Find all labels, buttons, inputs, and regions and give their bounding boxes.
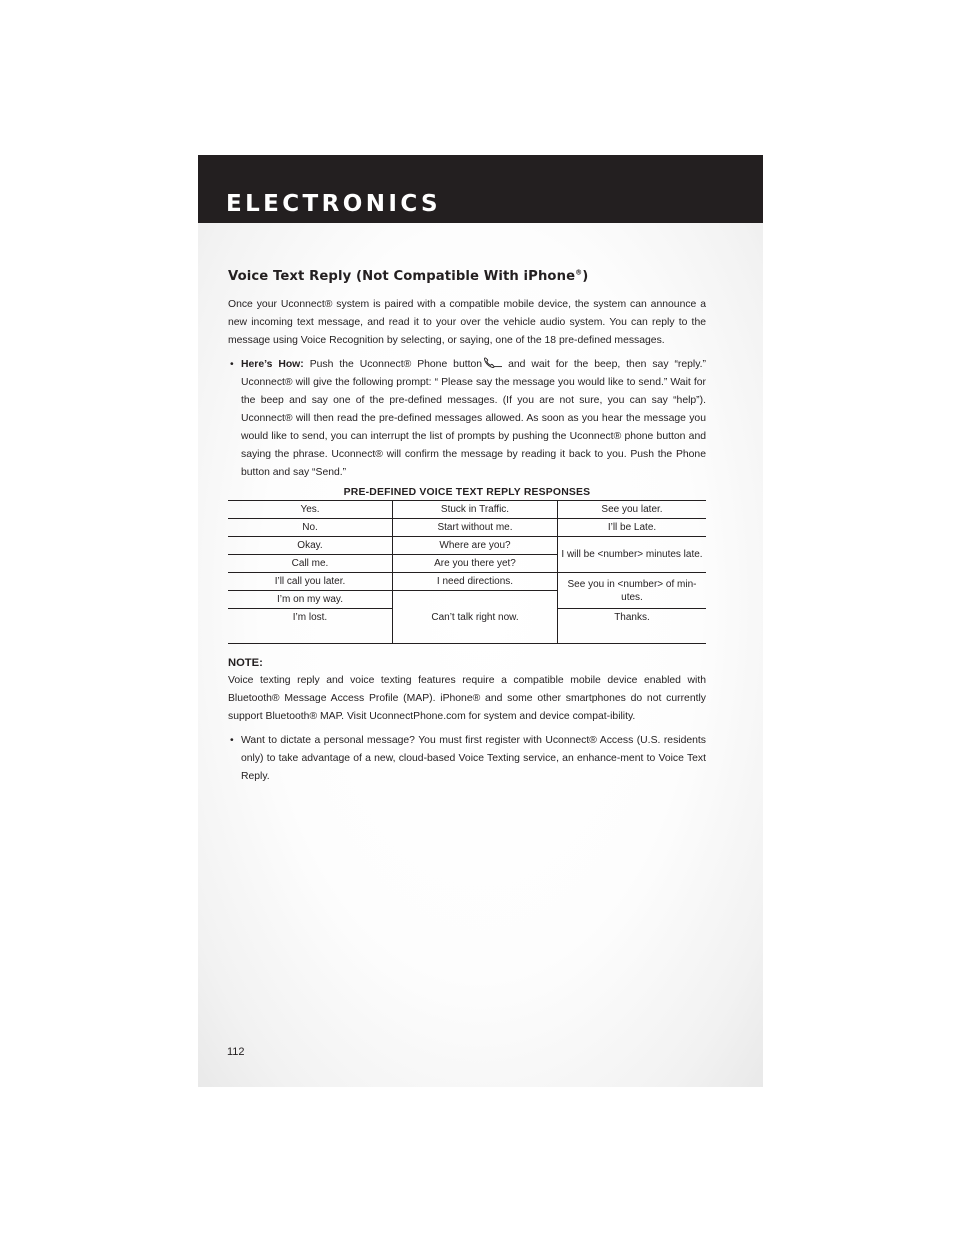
table-cell: Thanks. [558,609,707,644]
section-header [198,155,763,223]
table-cell-line: See you in <number> of min- [567,578,697,590]
table-row [228,573,706,591]
heres-how-bullet [228,356,706,482]
page-number: 112 [227,1046,245,1058]
header-title: ELECTRONICS [226,191,441,217]
note-paragraph: Voice texting reply and voice texting features require a compatible mobile device enabled with Bluetooth® Message Access Profile (MAP). iPhone® and some other smartphones do not currently support Bluetooth® MAP. Visit UconnectPhone.com for system and device compat-ibility. [228,675,706,722]
table-cell: I’m lost. [228,609,393,644]
page-content [228,268,706,786]
dictate-text: Want to dictate a personal message? You must first register with Uconnect® Access (U.S. residents only) to take advantage of a new, cloud-based Voice Texting service, an enhance-ment to Voice Text Reply. [241,735,706,782]
heres-how-text-end: and wait for the beep, then say “reply.” Uconnect® will give the following prompt: “ Please say the message you would like to send.” Wait for the beep and say one of the pre-defined messages. (If you are not sure, you can say “help”). Uconnect® will then read the pre-defined messages allowed. As soon as you hear the message you would like to send, you can interrupt the list of prompts by pushing the Uconnect® phone button and saying the phrase. Uconnect® will confirm the message by reading it back to you. Push the Phone button and say “Send.” [241,359,707,478]
table-row [228,537,706,555]
table-cell: See you later. [558,501,707,519]
section-title [228,268,706,286]
table-cell: Yes. [228,501,393,519]
table-cell: I need directions. [393,573,558,591]
table-cell: Okay. [228,537,393,555]
section-title-end: ) [582,269,589,284]
table-cell: Are you there yet? [393,555,558,573]
table-cell: I’m on my way. [228,591,393,609]
table-cell: I’ll be Late. [558,519,707,537]
table-cell: I’ll call you later. [228,573,393,591]
registered-mark: ® [575,268,583,277]
table-cell-line: utes. [621,591,643,603]
table-cell: Call me. [228,555,393,573]
heres-how-label: Here’s How: [241,359,304,370]
table-cell [558,573,707,609]
table-cell: No. [228,519,393,537]
table-row [228,519,706,537]
section-title-text: Voice Text Reply (Not Compatible With iPhone [228,269,576,284]
table-cell: I will be <number> minutes late. [558,537,707,573]
table-cell: Start without me. [393,519,558,537]
table-cell: Can’t talk right now. [393,591,558,644]
table-cell: Where are you? [393,537,558,555]
table-title: PRE-DEFINED VOICE TEXT REPLY RESPONSES [343,487,591,498]
bullet-dot: • [230,359,234,370]
responses-table [228,500,706,644]
table-cell: Stuck in Traffic. [393,501,558,519]
dictate-bullet [228,732,706,786]
table-row [228,501,706,519]
phone-icon [483,357,503,368]
intro-paragraph: Once your Uconnect® system is paired with a compatible mobile device, the system can announce a new incoming text message, and read it to your over the vehicle audio system. You can reply to the message using Voice Recognition by selecting, or saying, one of the 18 pre-defined messages. [228,299,706,346]
heres-how-text-start: Push the Uconnect® Phone button [309,359,483,370]
note-heading: NOTE: [228,657,263,669]
bullet-dot: • [230,735,234,746]
